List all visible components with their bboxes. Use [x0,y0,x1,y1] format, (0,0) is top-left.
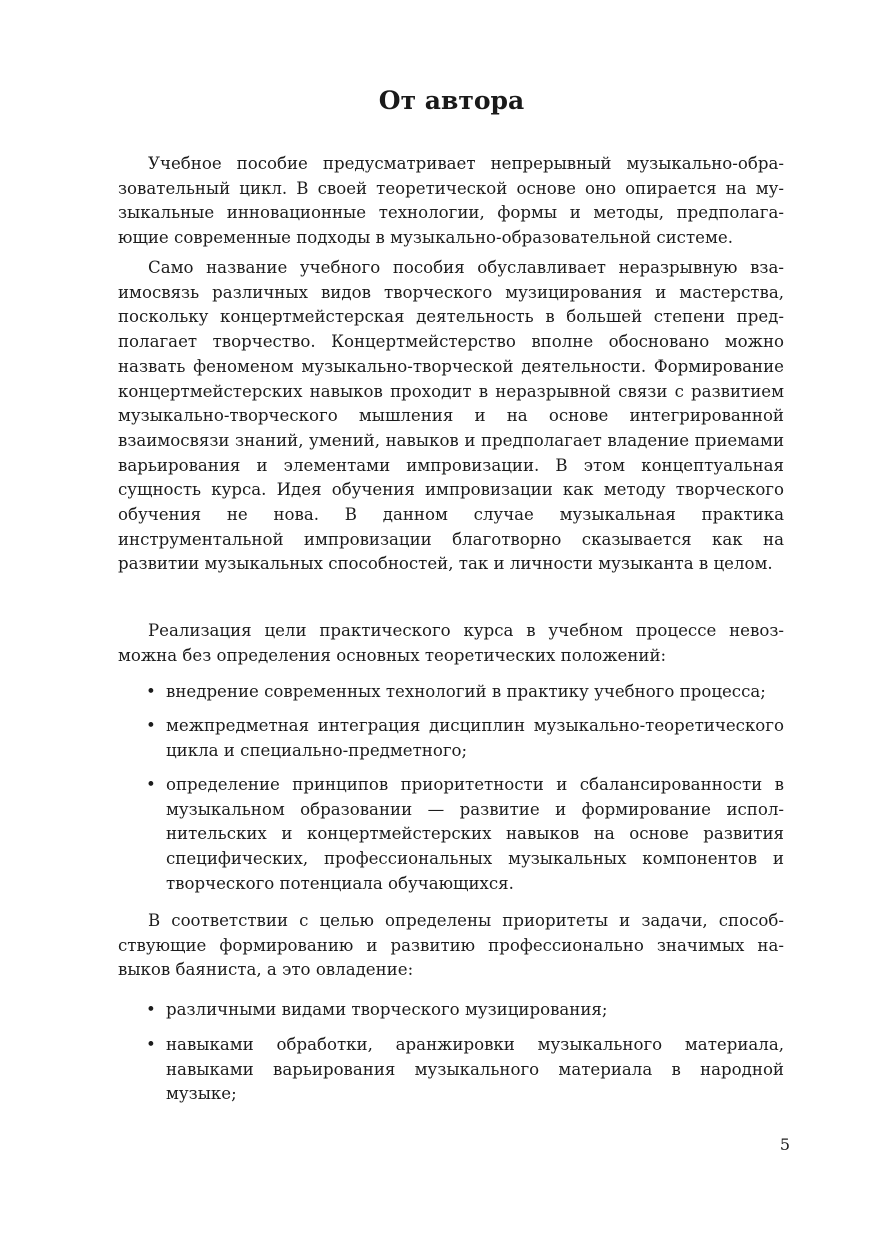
paragraph-3: Реализация цели практического курса в учебном процессе невозможна без определения основных теоретических положений: [118,621,784,665]
bullet-item [148,714,784,763]
bullet-text: различными видами творческого музицирования; [166,1000,608,1019]
bullet-item [148,773,784,897]
paragraph-1: Учебное пособие предусматривает непрерывный музыкально-образовательный цикл. В своей теоретической основе оно опирается на музыкальные инновационные технологии, формы и методы, предполагающие современные подходы в музыкально-образовательной системе. [118,154,784,248]
page-title: От автора [378,86,525,115]
bullet-dot: • [146,716,156,735]
bullet-dot: • [146,1000,156,1019]
bullet-text: внедрение современных технологий в практику учебного процесса; [166,682,766,701]
bullet-dot: • [146,682,156,701]
bullet-item [148,680,784,705]
paragraph-4: В соответствии с целью определены приоритеты и задачи, способствующие формированию и развитию профессионально значимых навыков баяниста, а это овладение: [118,911,784,980]
bullet-item [148,998,784,1023]
bullet-item [148,1033,784,1107]
bullet-dot: • [146,1035,156,1054]
page-number: 5 [779,1135,790,1154]
paragraph-2: Само название учебного пособия обуславливает неразрывную взаимосвязь различных видов творческого музицирования и мастерства, поскольку концертмейстерская деятельность в большей степени предполагает творчество. Концертмейстерство вполне обосновано можно назвать феноменом музыкально-творческой деятельности. Формирование концертмейстерских навыков проходит в неразрывной связи с развитием музыкально-творческого мышления и на основе интегрированной взаимосвязи знаний, умений, навыков и предполагает владение приемами варьирования и элементами импровизации. В этом концептуальная сущность курса. Идея обучения импровизации как методу творческого обучения не нова. В данном случае музыкальная практика инструментальной импровизации благотворно сказывается как на развитии музыкальных способностей, так и личности музыканта в целом. [118,258,784,574]
bullet-text: навыками обработки, аранжировки музыкального материала, навыками варьирования музыкального материала в народной музыке; [166,1035,784,1104]
bullet-text: межпредметная интеграция дисциплин музыкально-теоретического цикла и специально-предметного; [166,716,784,760]
bullet-text: определение принципов приоритетности и сбалансированности в музыкальном образовании — развитие и формирование исполнительских и концертмейстерских навыков на основе развития специфических, профессиональных музыкальных компонентов и творческого потенциала обучающихся. [166,775,784,893]
bullet-dot: • [146,775,156,794]
